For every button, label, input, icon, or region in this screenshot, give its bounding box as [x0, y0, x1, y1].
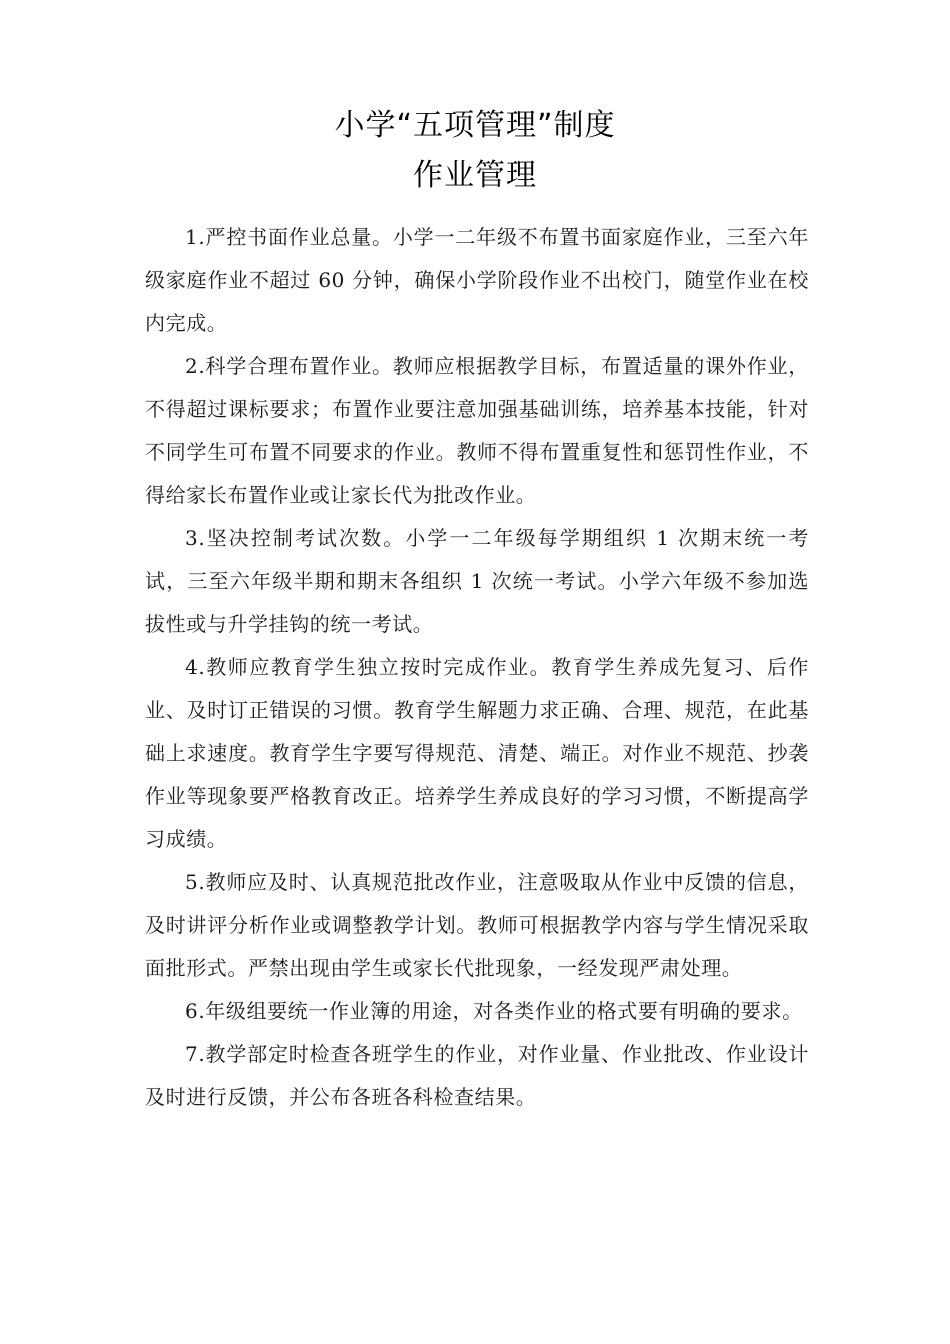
- paragraph-5: 5.教师应及时、认真规范批改作业，注意吸取从作业中反馈的信息，及时讲评分析作业或调整教学计划。教师可根据教学内容与学生情况采取面批形式。严禁出现由学生或家长代批现象，一经发现严肃处理。: [145, 870, 809, 980]
- paragraph-7: 7.教学部定时检查各班学生的作业，对作业量、作业批改、作业设计及时进行反馈，并公布各班各科检查结果。: [145, 1042, 809, 1109]
- paragraph-1: 1.严控书面作业总量。小学一二年级不布置书面家庭作业，三至六年级家庭作业不超过 60 分钟，确保小学阶段作业不出校门，随堂作业在校内完成。: [145, 225, 809, 335]
- paragraph-4: 4.教师应教育学生独立按时完成作业。教育学生养成先复习、后作业、及时订正错误的习惯。教育学生解题力求正确、合理、规范，在此基础上求速度。教育学生字要写得规范、清楚、端正。对作业不规范、抄袭作业等现象要严格教育改正。培养学生养成良好的学习习惯，不断提高学习成绩。: [145, 655, 809, 851]
- paragraph-2: 2.科学合理布置作业。教师应根据教学目标，布置适量的课外作业，不得超过课标要求；布置作业要注意加强基础训练，培养基本技能，针对不同学生可布置不同要求的作业。教师不得布置重复性和惩罚性作业，不得给家长布置作业或让家长代为批改作业。: [145, 354, 809, 507]
- document-body: [145, 216, 809, 1119]
- paragraph-6: 6.年级组要统一作业簿的用途，对各类作业的格式要有明确的要求。: [185, 999, 803, 1023]
- document-title: 小学“五项管理”制度: [334, 108, 616, 143]
- paragraph-3: 3.坚决控制考试次数。小学一二年级每学期组织 1 次期末统一考试，三至六年级半期和期末各组织 1 次统一考试。小学六年级不参加选拔性或与升学挂钩的统一考试。: [145, 526, 809, 636]
- document-subtitle: 作业管理: [413, 158, 537, 193]
